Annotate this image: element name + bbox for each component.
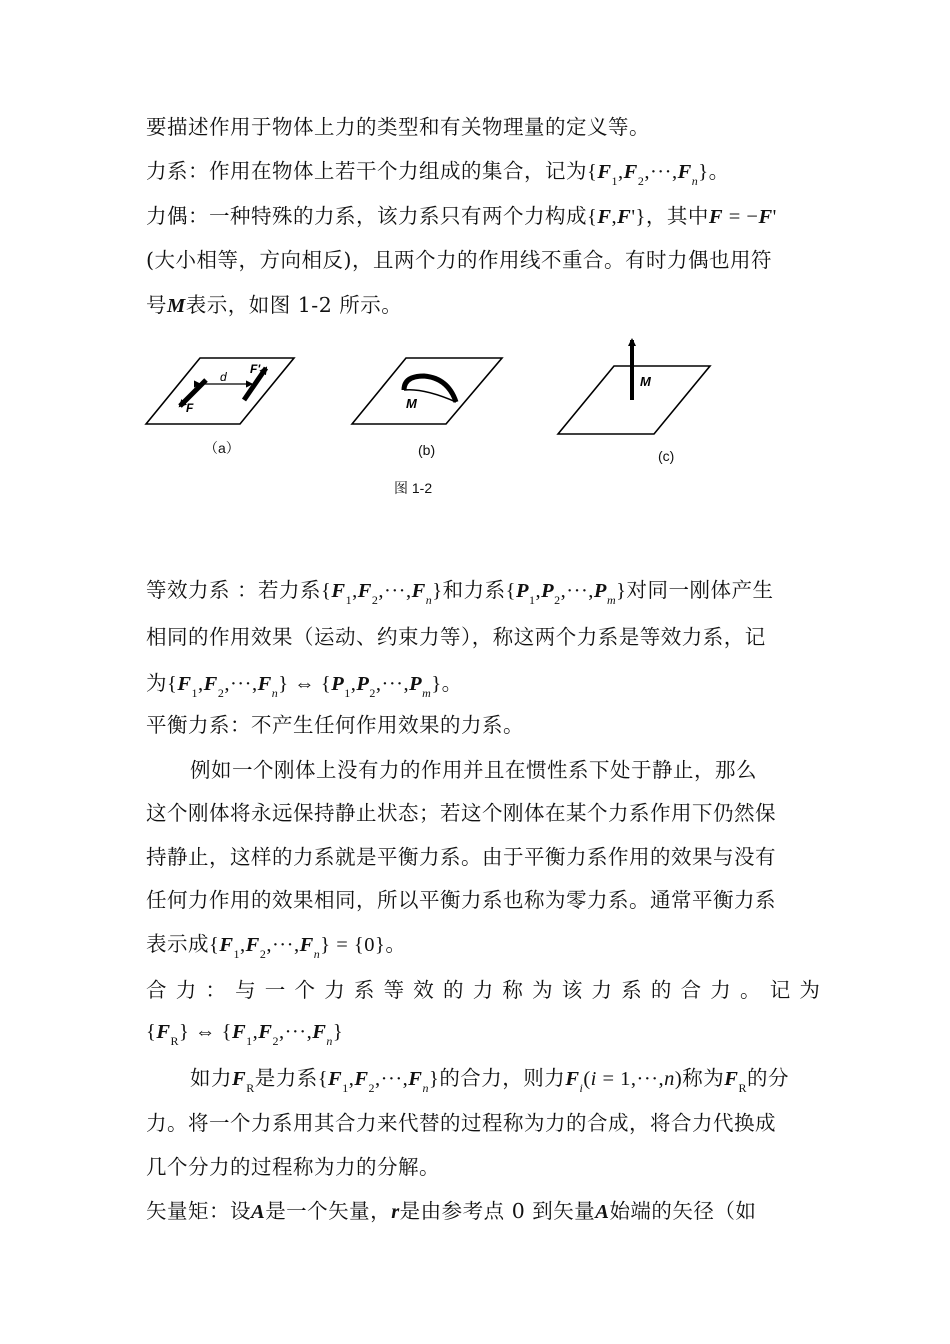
text: 任何力作用的效果相同，所以平衡力系也称为零力系。通常平衡力系 [146,888,776,912]
text: 力偶：一种特殊的力系，该力系只有两个力构成 [146,204,587,228]
formula-F-set: $\{F_1,F_2,\cdot\cdot\cdot,F_n\}$ [321,580,443,607]
figure-c [558,340,710,434]
text: 。 [708,159,730,183]
figure-b [352,358,502,424]
formula-couple-relation: F = −F' [708,206,777,228]
text: 相同的作用效果（运动、约束力等），称这两个力系是等效力系，记 [146,625,766,649]
formula-line [146,1016,806,1049]
caption-a: （a） [204,440,240,456]
text: 持静止，这样的力系就是平衡力系。由于平衡力系作用的效果与没有 [146,845,776,869]
paragraph-line [146,842,806,872]
symbol-A: A [595,1201,610,1223]
formula-resultant: $\{F_R\}$ ⇔ $\{F_1,F_2,\cdot\cdot\cdot,F_n\}$ [146,1021,344,1048]
paragraph-line [146,885,806,915]
text: 例如一个刚体上没有力的作用并且在惯性系下处于静止，那么 [190,758,757,782]
text: 矢量矩：设 [146,1199,251,1223]
definition-couple [146,201,806,232]
text: 始端的矢径（如 [609,1199,757,1223]
text: 。 [441,671,463,695]
paragraph-line [146,112,806,142]
formula-force-set: $\{F_1,F_2,\cdot\cdot\cdot,F_n\}$ [587,161,709,188]
paragraph-line [146,1152,806,1182]
text: (大小相等，方向相反)，且两个力的作用线不重合。有时力偶也用符 [146,248,772,272]
formula-FR: $F_R$ [724,1068,747,1095]
paragraph-line [146,290,806,321]
formula-zero-system: $\{F_1,F_2,\cdot\cdot\cdot,F_n\} = \{0\}$ [209,934,386,961]
paragraph-line [190,755,806,785]
text: 称为 [682,1066,725,1090]
text: 表示，如图 1-2 所示。 [185,293,403,317]
definition-equilibrium-system [146,710,806,740]
text: ，其中 [645,204,709,228]
symbol-M: M [167,295,186,317]
text: 平衡力系：不产生任何作用效果的力系。 [146,713,524,737]
text: 要描述作用于物体上力的类型和有关物理量的定义等。 [146,115,650,139]
text: 号 [146,293,167,317]
text: 表示成 [146,932,209,956]
text: 为 [146,671,167,695]
formula-FR: $F_R$ [232,1068,255,1095]
figure-title: 图 1-2 [394,480,433,496]
formula-F-set: $\{F_1,F_2,\cdot\cdot\cdot,F_n\}$ [317,1068,440,1095]
text: 是力系 [254,1066,318,1090]
text: 等效力系 ：若力系 [146,578,322,602]
label-M: M [640,374,651,389]
text: 如力 [190,1066,232,1090]
paragraph-line [146,798,806,828]
definition-force-system [146,156,806,189]
formula-couple-set: {F,F'} [587,206,646,228]
formula-line [146,668,806,701]
text: 力系：作用在物体上若干个力组成的集合，记为 [146,159,587,183]
text: 。 [385,932,407,956]
caption-b: (b) [418,442,436,458]
definition-resultant [146,975,830,1005]
text: 合力：与一个力系等效的力称为该力系的合力。记为 [146,978,830,1002]
text: 力。将一个力系用其合力来代替的过程称为力的合成，将合力代换成 [146,1111,776,1135]
paragraph-line [146,245,806,275]
label-F-prime: F' [250,362,261,376]
symbol-r: r [391,1201,400,1223]
label-M: M [406,396,417,411]
label-d: d [220,370,227,384]
formula-equivalence: $\{F_1,F_2,\cdot\cdot\cdot,F_n\}$ ⇔ $\{P_1,P_2,\cdot\cdot\cdot,P_m\}$ [167,673,442,700]
formula-Fi: $F_i(i = 1,\cdot\cdot\cdot,n)$ [565,1068,683,1095]
figure-a [146,358,294,424]
paragraph-line [190,1063,806,1096]
paragraph-line [146,622,806,652]
text: 和力系 [442,578,506,602]
text: 的分 [746,1066,789,1090]
definition-vector-moment [146,1196,806,1227]
text: 是由参考点 0 到矢量 [399,1199,596,1223]
text: 的合力，则力 [439,1066,566,1090]
caption-c: (c) [658,448,675,464]
text: 对同一刚体产生 [626,578,774,602]
text: 是一个矢量， [265,1199,392,1223]
formula-P-set: $\{P_1,P_2,\cdot\cdot\cdot,P_m\}$ [505,580,627,607]
paragraph-line [146,1108,806,1138]
text: 几个分力的过程称为力的分解。 [146,1155,440,1179]
formula-line [146,929,806,962]
definition-equivalent-system [146,575,806,608]
text: 这个刚体将永远保持静止状态；若这个刚体在某个力系作用下仍然保 [146,801,776,825]
symbol-A: A [251,1201,266,1223]
label-F: F [186,401,194,415]
